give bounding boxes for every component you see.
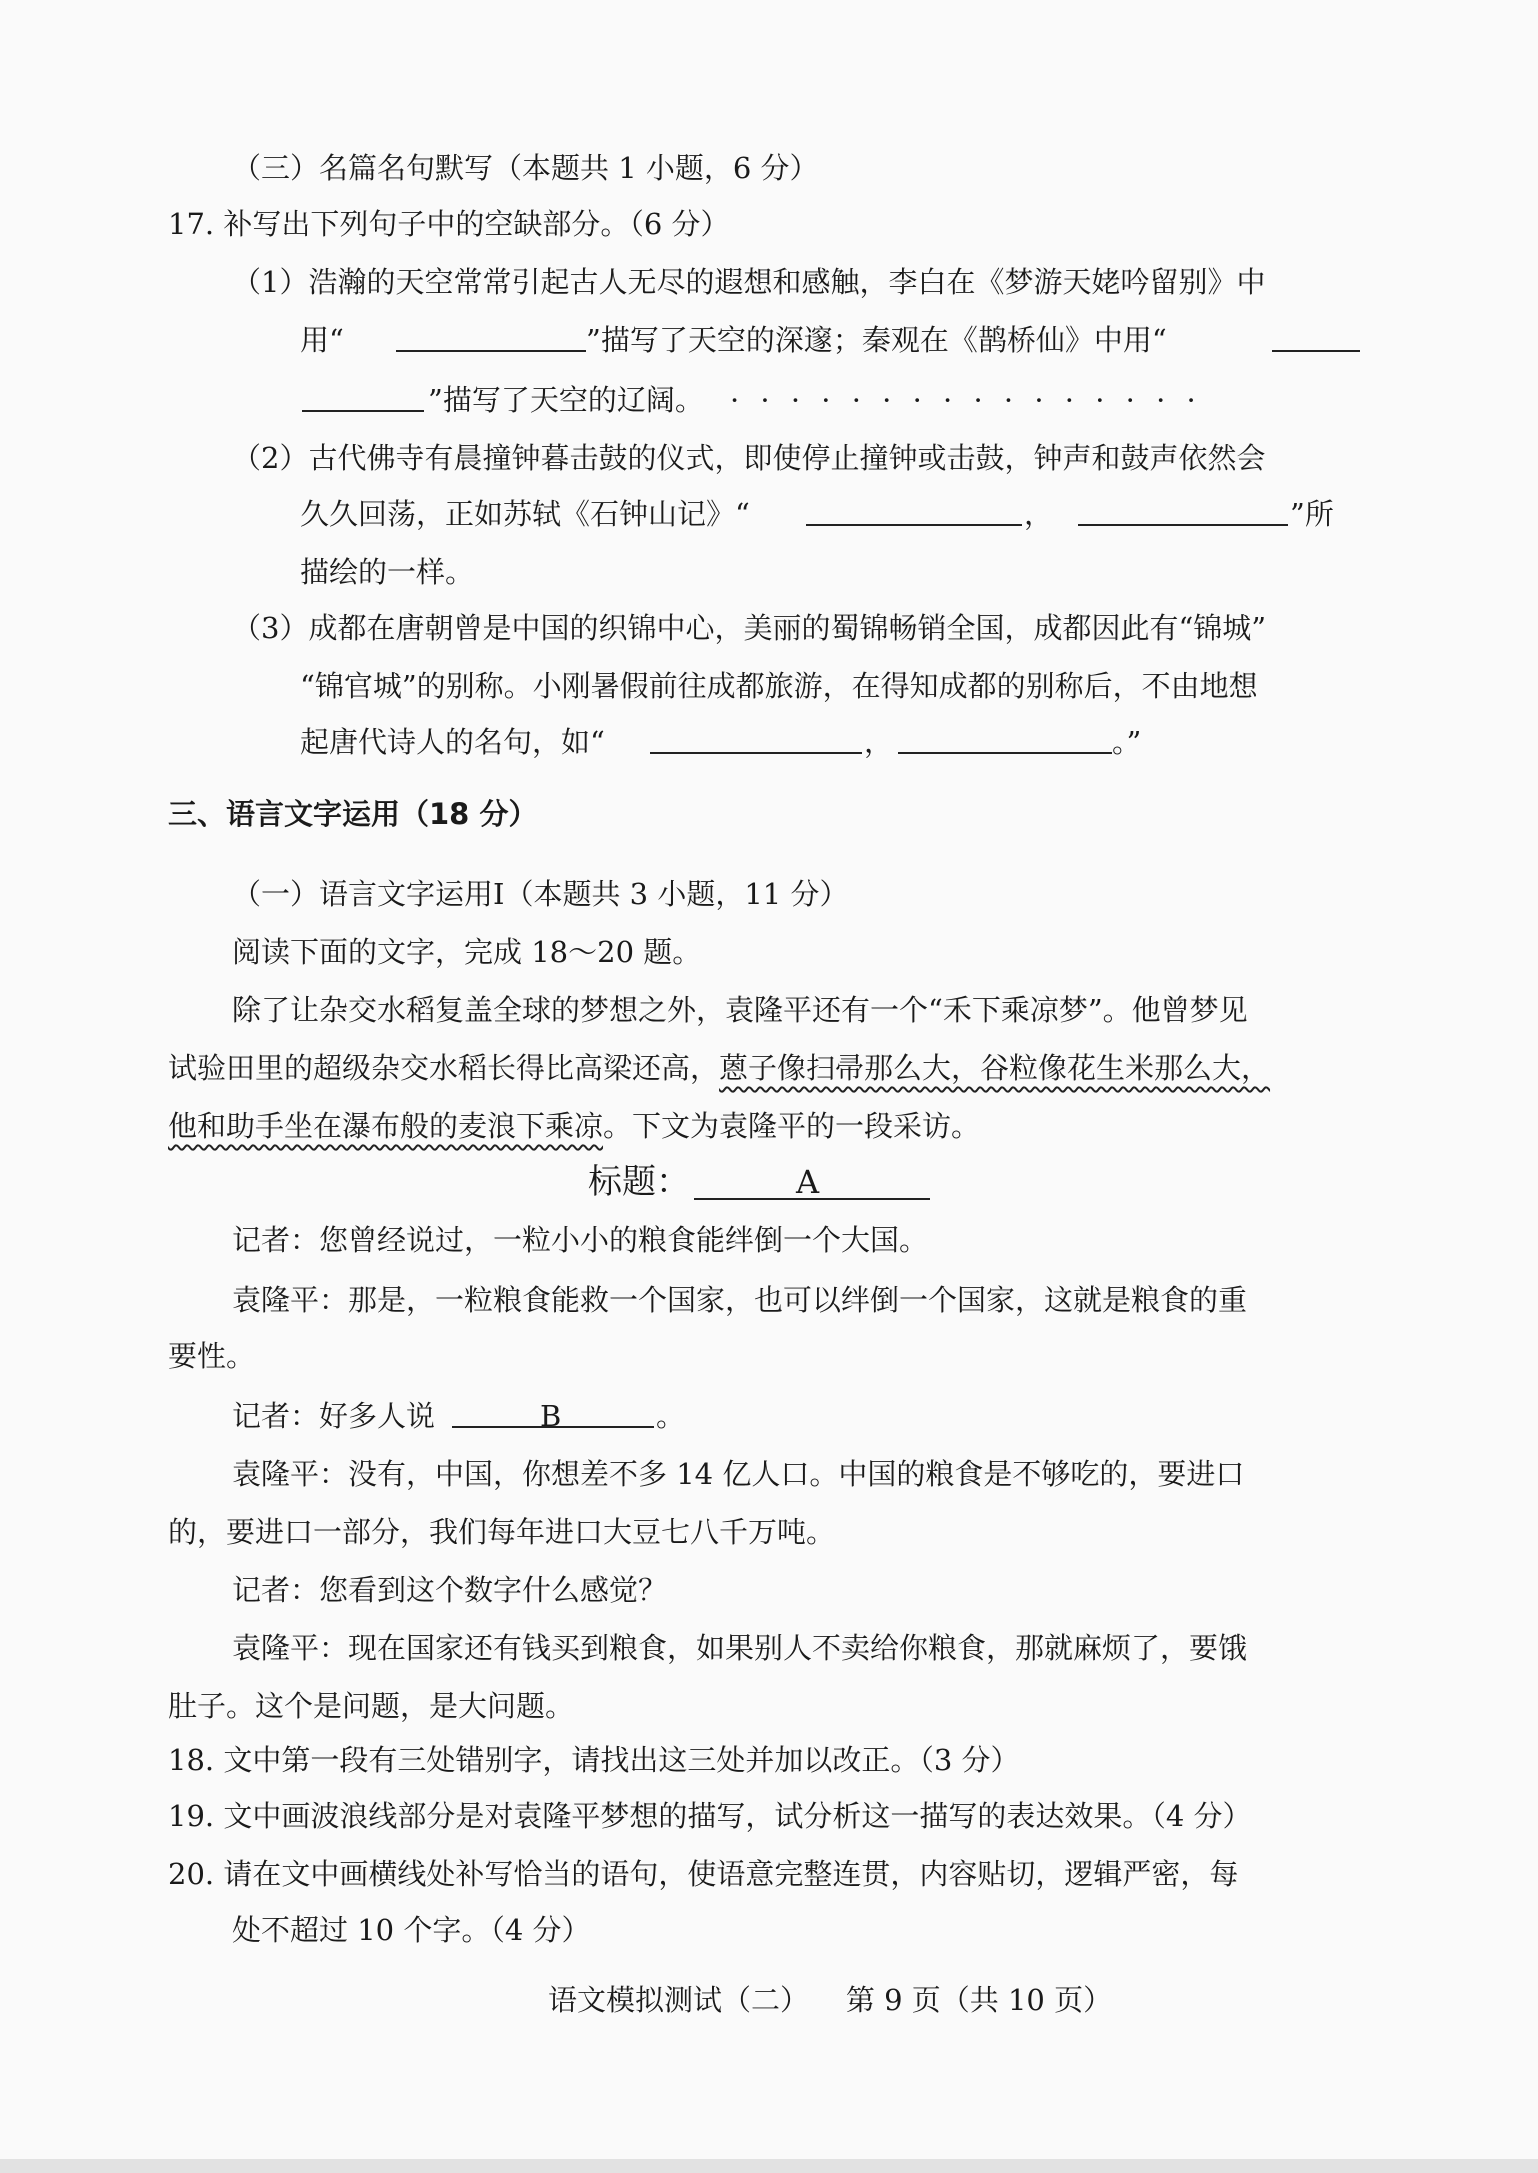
q17-sub2-line2c: ”所 xyxy=(1290,497,1334,531)
interview-reporter-2a: 记者：好多人说 xyxy=(232,1399,436,1433)
answer-blank[interactable] xyxy=(898,752,1112,754)
passage-line2-text: 试验田里的超级杂交水稻长得比高梁还高， xyxy=(168,1051,720,1085)
answer-blank[interactable] xyxy=(650,752,862,754)
q17-sub2-line3: 描绘的一样。 xyxy=(300,555,475,589)
q17-sub3-end: 。” xyxy=(1112,725,1142,759)
interview-reporter-3: 记者：您看到这个数字什么感觉？ xyxy=(232,1573,668,1607)
q17-sub3-line1: （3）成都在唐朝曾是中国的织锦中心，美丽的蜀锦畅销全国，成都因此有“锦城” xyxy=(232,611,1267,645)
q17-sub3-line2: “锦官城”的别称。小刚暑假前往成都旅游，在得知成都的别称后，不由地想 xyxy=(300,669,1258,703)
passage-line2 xyxy=(168,1048,1270,1088)
title-label: 标题： xyxy=(588,1162,690,1202)
q17-sub2-line2a: 久久回荡，正如苏轼《石钟山记》“ xyxy=(300,497,750,531)
interview-yuan-1b: 要性。 xyxy=(168,1339,256,1373)
scan-edge-strip xyxy=(0,2159,1538,2173)
q17-stem: 17. 补写出下列句子中的空缺部分。（6 分） xyxy=(168,207,730,241)
q17-sub1-line3a: ”描写了天空的辽阔。 xyxy=(428,383,704,417)
q17-sub2-comma: ， xyxy=(1024,497,1054,531)
q17-sub1-line2b: ”描写了天空的深邃；秦观在《鹊桥仙》中用“ xyxy=(586,323,1167,357)
section3-title: 三、语言文字运用（18 分） xyxy=(168,797,538,831)
question-18: 18. 文中第一段有三处错别字，请找出这三处并加以改正。（3 分） xyxy=(168,1743,1020,1777)
passage-line1: 除了让杂交水稻复盖全球的梦想之外，袁隆平还有一个“禾下乘凉梦”。他曾梦见 xyxy=(232,993,1248,1027)
question-20-line1: 20. 请在文中画横线处补写恰当的语句，使语意完整连贯，内容贴切，逻辑严密，每 xyxy=(168,1857,1239,1891)
interview-yuan-2a: 袁隆平：没有，中国，你想差不多 14 亿人口。中国的粮食是不够吃的，要进口 xyxy=(232,1457,1245,1491)
wavy-underlined-text: 蒽子像扫帚那么大，谷粒像花生米那么大， xyxy=(719,1051,1271,1085)
answer-blank[interactable] xyxy=(396,350,586,352)
answer-blank[interactable] xyxy=(806,524,1022,526)
interview-reporter-1: 记者：您曾经说过，一粒小小的粮食能绊倒一个大国。 xyxy=(232,1223,929,1257)
answer-blank[interactable] xyxy=(1078,524,1288,526)
emphasis-dots: · · · · · · · · · · · · · · · · xyxy=(730,383,1202,417)
question-19: 19. 文中画波浪线部分是对袁隆平梦想的描写，试分析这一描写的表达效果。（4 分） xyxy=(168,1799,1252,1833)
part3-header: （三）名篇名句默写（本题共 1 小题，6 分） xyxy=(232,151,819,185)
question-20-line2: 处不超过 10 个字。（4 分） xyxy=(232,1913,591,1947)
section3-subheader: （一）语言文字运用Ⅰ（本题共 3 小题，11 分） xyxy=(232,877,849,911)
q17-sub3-line3a: 起唐代诗人的名句，如“ xyxy=(300,725,605,759)
interview-yuan-2b: 的，要进口一部分，我们每年进口大豆七八千万吨。 xyxy=(168,1515,836,1549)
page-footer: 语文模拟测试（二） 第 9 页（共 10 页） xyxy=(548,1983,1113,2017)
q17-sub3-comma: ， xyxy=(864,725,894,759)
wavy-underlined-text: 他和助手坐在瀑布般的麦浪下乘凉 xyxy=(168,1109,604,1143)
interview-yuan-1a: 袁隆平：那是，一粒粮食能救一个国家，也可以绊倒一个国家，这就是粮食的重 xyxy=(232,1283,1248,1317)
answer-blank[interactable] xyxy=(302,410,424,412)
q17-sub2-line1: （2）古代佛寺有晨撞钟暮击鼓的仪式，即使停止撞钟或击鼓，钟声和鼓声依然会 xyxy=(232,441,1266,475)
interview-reporter-2b: 。 xyxy=(656,1399,686,1433)
passage-line3-text: 。下文为袁隆平的一段采访。 xyxy=(603,1109,981,1143)
q17-sub1-line1: （1）浩瀚的天空常常引起古人无尽的遐想和感触，李白在《梦游天姥吟留别》中 xyxy=(232,265,1266,299)
interview-yuan-3b: 肚子。这个是问题，是大问题。 xyxy=(168,1689,575,1723)
b-blank-letter: B xyxy=(540,1399,562,1433)
passage-line3 xyxy=(168,1106,980,1146)
reading-instruction: 阅读下面的文字，完成 18～20 题。 xyxy=(232,935,702,969)
title-blank-letter: A xyxy=(796,1163,820,1201)
answer-blank[interactable] xyxy=(1272,350,1360,352)
q17-sub1-line2a: 用“ xyxy=(300,323,344,357)
interview-yuan-3a: 袁隆平：现在国家还有钱买到粮食，如果别人不卖给你粮食，那就麻烦了，要饿 xyxy=(232,1631,1248,1665)
